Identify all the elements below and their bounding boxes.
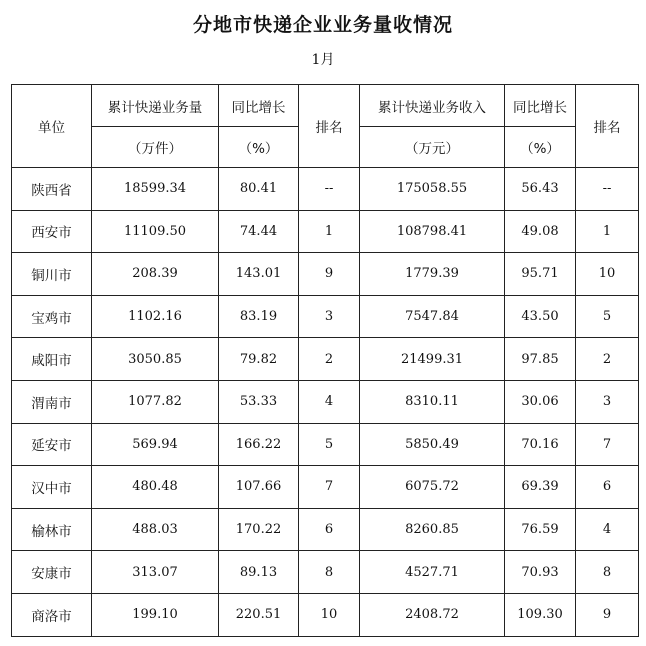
header-volume: 累计快递业务量 bbox=[92, 85, 219, 127]
cell-revenue-rank: 3 bbox=[576, 380, 639, 423]
header-revenue: 累计快递业务收入 bbox=[360, 85, 505, 127]
cell-revenue-rank: 8 bbox=[576, 551, 639, 594]
cell-revenue-rank: 5 bbox=[576, 295, 639, 338]
cell-volume: 11109.50 bbox=[92, 210, 219, 253]
cell-revenue-rank: 9 bbox=[576, 593, 639, 636]
table-row bbox=[12, 338, 639, 381]
cell-unit: 铜川市 bbox=[12, 253, 92, 296]
header-volume-yoy: 同比增长 bbox=[219, 85, 299, 127]
cell-volume-rank: 1 bbox=[299, 210, 360, 253]
cell-volume-rank: 10 bbox=[299, 593, 360, 636]
cell-volume-yoy: 79.82 bbox=[219, 338, 299, 381]
cell-revenue: 8310.11 bbox=[360, 380, 505, 423]
cell-revenue: 4527.71 bbox=[360, 551, 505, 594]
cell-volume-yoy: 80.41 bbox=[219, 168, 299, 211]
cell-volume-rank: 6 bbox=[299, 508, 360, 551]
cell-volume-rank: -- bbox=[299, 168, 360, 211]
cell-volume: 488.03 bbox=[92, 508, 219, 551]
cell-revenue: 8260.85 bbox=[360, 508, 505, 551]
cell-volume-rank: 9 bbox=[299, 253, 360, 296]
cell-volume-yoy: 89.13 bbox=[219, 551, 299, 594]
header-volume-rank: 排名 bbox=[299, 85, 360, 168]
table-row bbox=[12, 295, 639, 338]
cell-unit: 宝鸡市 bbox=[12, 295, 92, 338]
cell-revenue-yoy: 109.30 bbox=[505, 593, 576, 636]
cell-volume: 18599.34 bbox=[92, 168, 219, 211]
cell-revenue-yoy: 70.93 bbox=[505, 551, 576, 594]
cell-revenue-rank: 2 bbox=[576, 338, 639, 381]
cell-volume: 1077.82 bbox=[92, 380, 219, 423]
cell-volume: 1102.16 bbox=[92, 295, 219, 338]
cell-unit: 榆林市 bbox=[12, 508, 92, 551]
header-unit: 单位 bbox=[12, 85, 92, 168]
cell-revenue: 2408.72 bbox=[360, 593, 505, 636]
cell-volume-yoy: 220.51 bbox=[219, 593, 299, 636]
cell-revenue: 5850.49 bbox=[360, 423, 505, 466]
cell-revenue-rank: -- bbox=[576, 168, 639, 211]
cell-revenue: 1779.39 bbox=[360, 253, 505, 296]
cell-revenue-yoy: 95.71 bbox=[505, 253, 576, 296]
cell-revenue-yoy: 97.85 bbox=[505, 338, 576, 381]
cell-volume-yoy: 143.01 bbox=[219, 253, 299, 296]
cell-unit: 渭南市 bbox=[12, 380, 92, 423]
cell-unit: 咸阳市 bbox=[12, 338, 92, 381]
cell-revenue-rank: 1 bbox=[576, 210, 639, 253]
cell-volume-rank: 7 bbox=[299, 466, 360, 509]
cell-volume: 199.10 bbox=[92, 593, 219, 636]
header-volume-yoy-unit: （%） bbox=[219, 127, 299, 168]
express-stats-table bbox=[11, 84, 639, 637]
cell-volume-yoy: 107.66 bbox=[219, 466, 299, 509]
cell-volume: 569.94 bbox=[92, 423, 219, 466]
cell-volume-yoy: 83.19 bbox=[219, 295, 299, 338]
cell-volume-yoy: 166.22 bbox=[219, 423, 299, 466]
cell-revenue: 21499.31 bbox=[360, 338, 505, 381]
cell-volume-yoy: 53.33 bbox=[219, 380, 299, 423]
header-volume-unit: （万件） bbox=[92, 127, 219, 168]
cell-revenue-rank: 10 bbox=[576, 253, 639, 296]
header-revenue-unit: （万元） bbox=[360, 127, 505, 168]
cell-volume: 313.07 bbox=[92, 551, 219, 594]
table-row bbox=[12, 210, 639, 253]
cell-revenue-yoy: 56.43 bbox=[505, 168, 576, 211]
cell-volume-rank: 4 bbox=[299, 380, 360, 423]
cell-unit: 陕西省 bbox=[12, 168, 92, 211]
cell-revenue-yoy: 49.08 bbox=[505, 210, 576, 253]
cell-volume-rank: 5 bbox=[299, 423, 360, 466]
cell-volume: 480.48 bbox=[92, 466, 219, 509]
cell-volume-yoy: 74.44 bbox=[219, 210, 299, 253]
cell-volume-rank: 8 bbox=[299, 551, 360, 594]
page-subtitle: 1月 bbox=[311, 52, 335, 68]
table-body bbox=[12, 168, 639, 637]
cell-revenue-yoy: 76.59 bbox=[505, 508, 576, 551]
header-revenue-yoy-unit: （%） bbox=[505, 127, 576, 168]
cell-unit: 安康市 bbox=[12, 551, 92, 594]
table-row bbox=[12, 508, 639, 551]
cell-volume-rank: 3 bbox=[299, 295, 360, 338]
table-row bbox=[12, 466, 639, 509]
cell-revenue-yoy: 70.16 bbox=[505, 423, 576, 466]
cell-revenue: 175058.55 bbox=[360, 168, 505, 211]
cell-volume: 208.39 bbox=[92, 253, 219, 296]
cell-volume-yoy: 170.22 bbox=[219, 508, 299, 551]
header-revenue-rank: 排名 bbox=[576, 85, 639, 168]
cell-unit: 商洛市 bbox=[12, 593, 92, 636]
table-row bbox=[12, 423, 639, 466]
page-title: 分地市快递企业业务量收情况 bbox=[192, 14, 453, 36]
cell-unit: 延安市 bbox=[12, 423, 92, 466]
cell-unit: 汉中市 bbox=[12, 466, 92, 509]
cell-revenue-yoy: 30.06 bbox=[505, 380, 576, 423]
cell-volume: 3050.85 bbox=[92, 338, 219, 381]
header-revenue-yoy: 同比增长 bbox=[505, 85, 576, 127]
cell-revenue: 7547.84 bbox=[360, 295, 505, 338]
cell-revenue-rank: 7 bbox=[576, 423, 639, 466]
table-row bbox=[12, 253, 639, 296]
cell-revenue-yoy: 43.50 bbox=[505, 295, 576, 338]
cell-volume-rank: 2 bbox=[299, 338, 360, 381]
cell-revenue-rank: 4 bbox=[576, 508, 639, 551]
cell-revenue: 108798.41 bbox=[360, 210, 505, 253]
cell-unit: 西安市 bbox=[12, 210, 92, 253]
table-row bbox=[12, 551, 639, 594]
cell-revenue-rank: 6 bbox=[576, 466, 639, 509]
cell-revenue-yoy: 69.39 bbox=[505, 466, 576, 509]
cell-revenue: 6075.72 bbox=[360, 466, 505, 509]
table-row bbox=[12, 593, 639, 636]
table-row bbox=[12, 168, 639, 211]
table-row bbox=[12, 380, 639, 423]
